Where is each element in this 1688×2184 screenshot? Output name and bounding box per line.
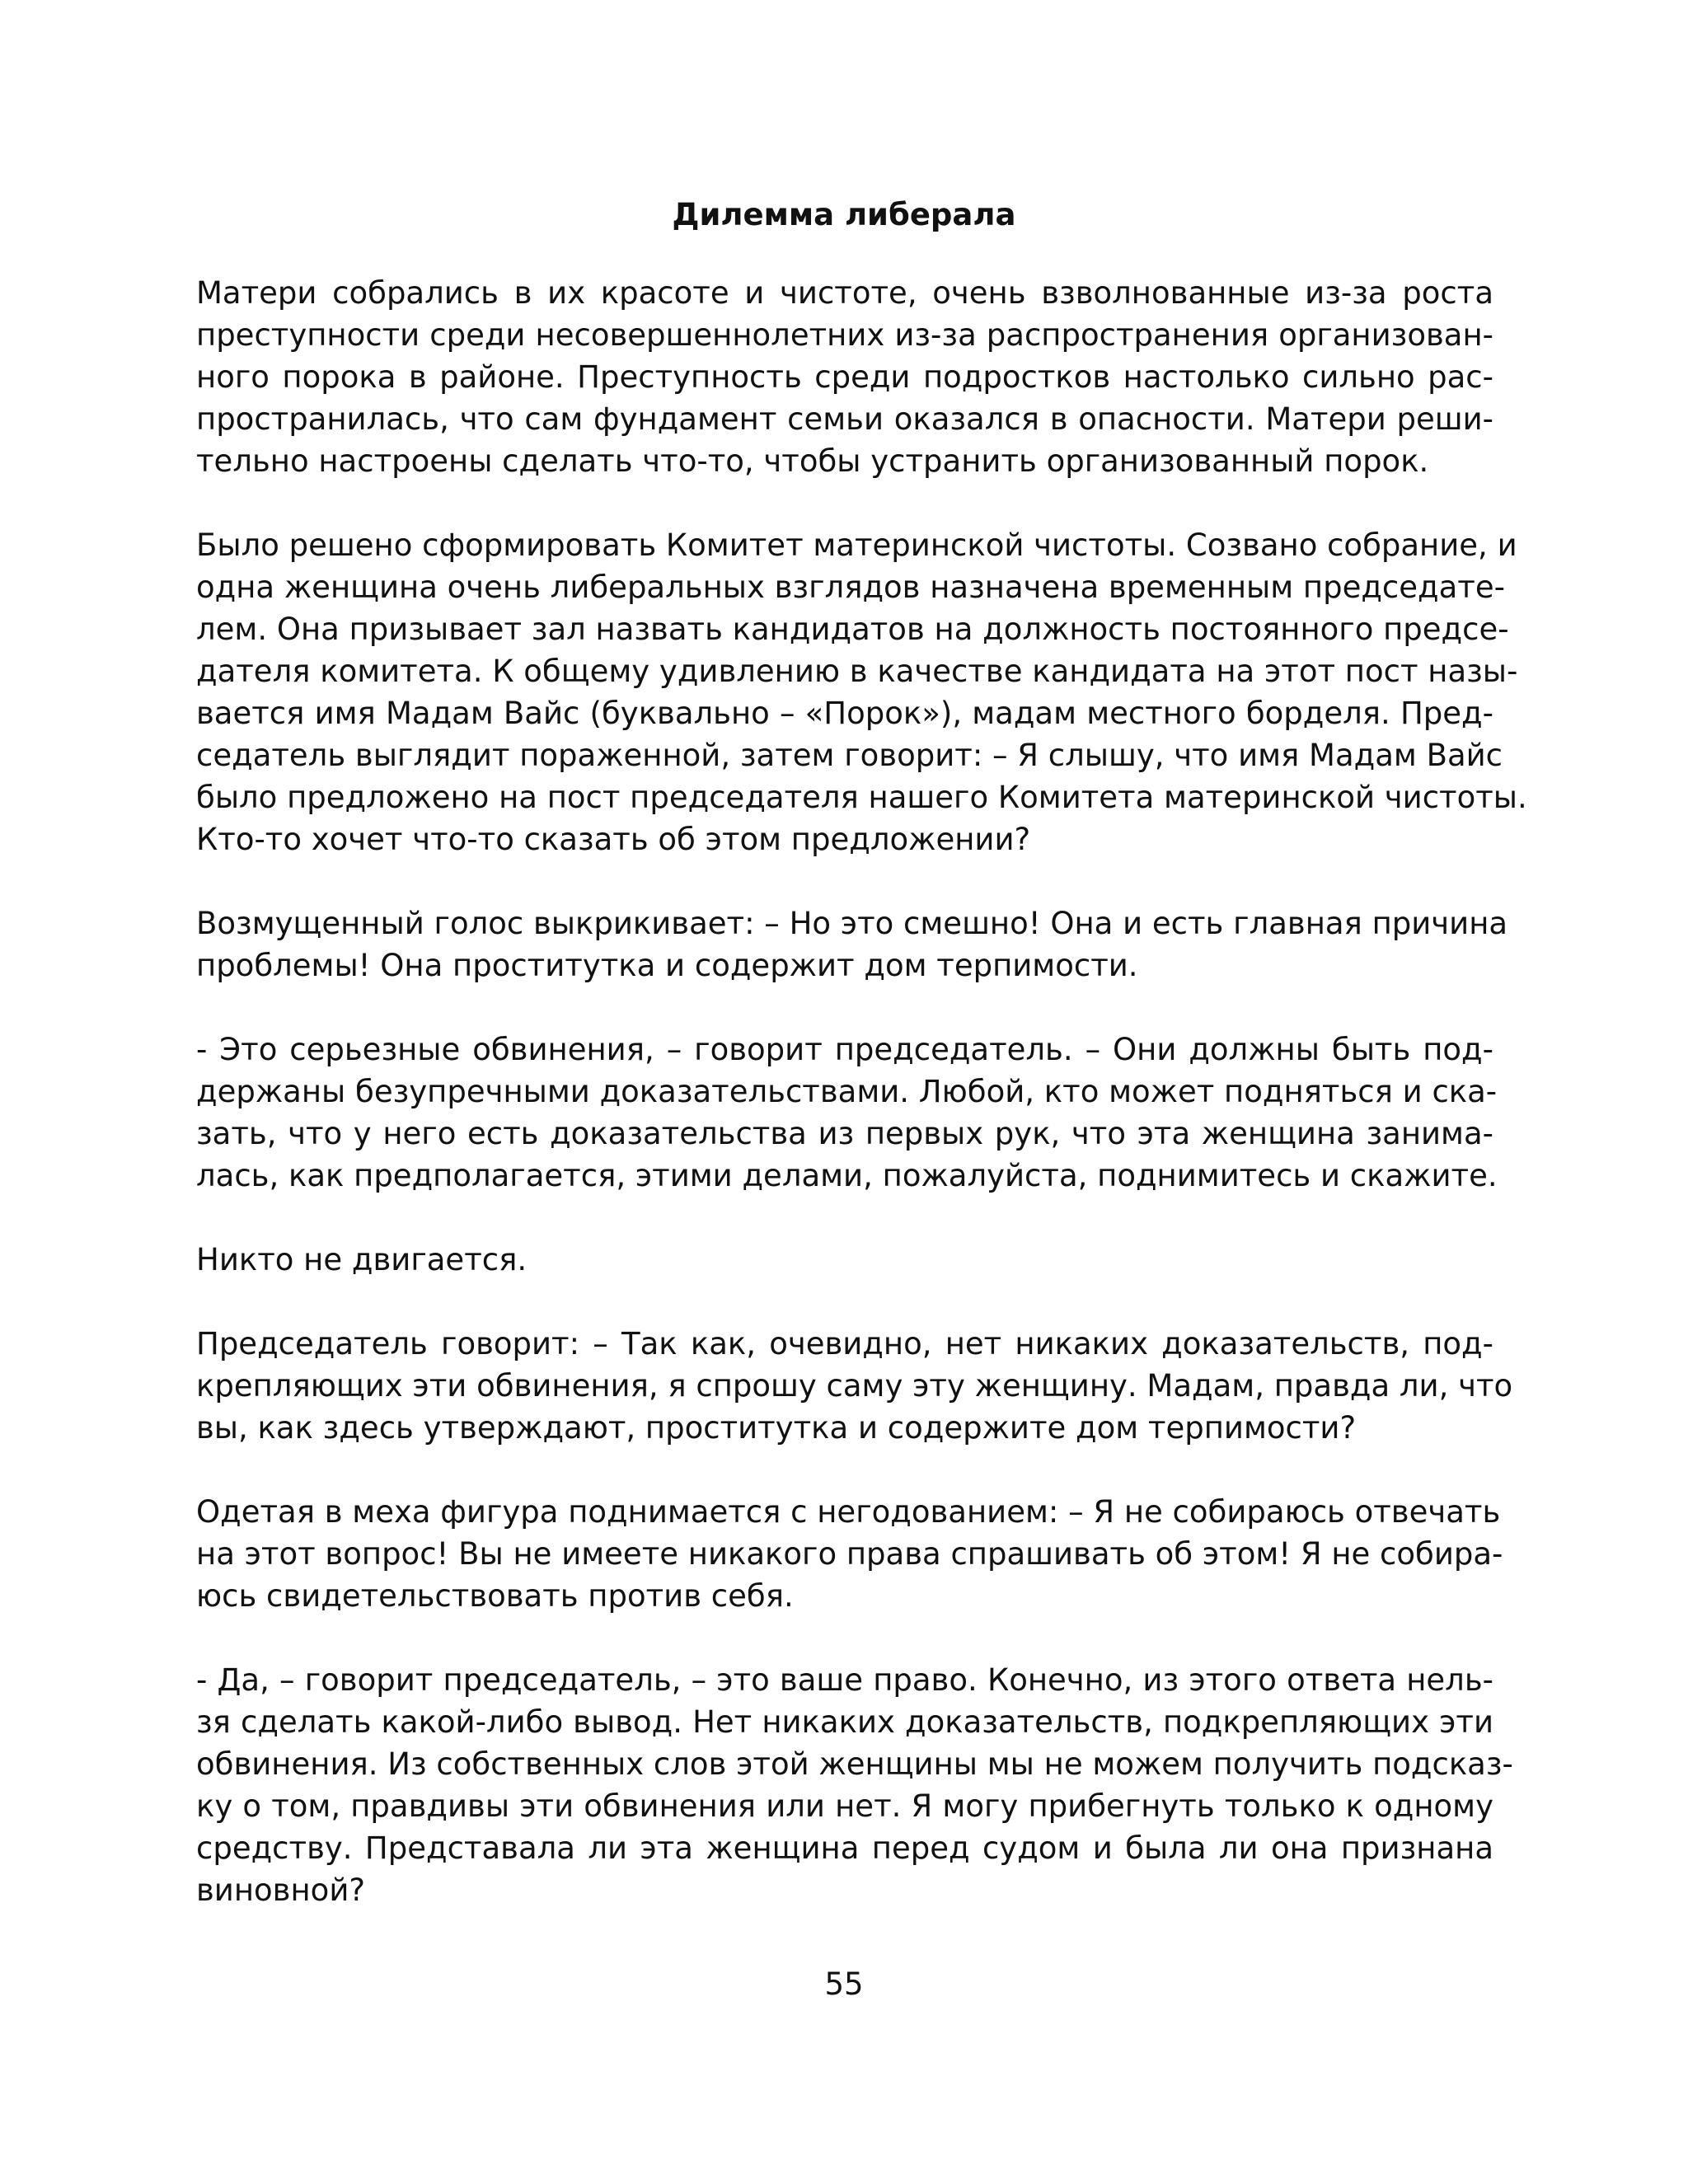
text-line: на этот вопрос! Вы не имеете никакого права спрашивать об этом! Я не собира- [196, 1536, 1503, 1572]
paragraph [196, 272, 1493, 482]
text-line: Возмущенный голос выкрикивает: – Но это смешно! Она и есть главная причина [196, 906, 1508, 941]
text-line: преступности среди несовершеннолетних из-за распространения организован- [196, 317, 1493, 353]
text-line: Было решено сформировать Комитет материнской чистоты. Созвано собрание, и [196, 527, 1517, 563]
text-line: лем. Она призывает зал назвать кандидатов на должность постоянного предсе- [196, 612, 1509, 647]
text-line: зя сделать какой-либо вывод. Нет никаких доказательств, подкрепляющих эти [196, 1704, 1493, 1740]
paragraph [196, 1491, 1503, 1617]
text-line: зать, что у него есть доказательства из первых рук, что эта женщина занима- [196, 1116, 1493, 1151]
text-line: Кто-то хочет что-то сказать об этом предложении? [196, 822, 1031, 857]
text-line: проблемы! Она проститутка и содержит дом терпимости. [196, 948, 1138, 983]
text-line: Никто не двигается. [196, 1242, 528, 1277]
text-line: держаны безупречными доказательствами. Любой, кто может подняться и ска- [196, 1074, 1498, 1109]
paragraph [196, 1239, 1493, 1281]
text-line: - Да, – говорит председатель, – это ваше право. Конечно, из этого ответа нель- [196, 1662, 1493, 1698]
body-text [196, 272, 1527, 1953]
text-line: ного порока в районе. Преступность среди подростков настолько сильно рас- [196, 359, 1493, 395]
text-line: было предложено на пост председателя нашего Комитета материнской чистоты. [196, 780, 1527, 815]
text-line: вы, как здесь утверждают, проститутка и содержите дом терпимости? [196, 1410, 1357, 1446]
text-line: пространилась, что сам фундамент семьи оказался в опасности. Матери реши- [196, 401, 1493, 437]
text-line: вается имя Мадам Вайс (буквально – «Порок»), мадам местного борделя. Пред- [196, 696, 1493, 731]
text-line: одна женщина очень либеральных взглядов назначена временным председате- [196, 569, 1505, 605]
text-line: крепляющих эти обвинения, я спрошу саму эту женщину. Мадам, правда ли, что [196, 1368, 1513, 1404]
paragraph [196, 1323, 1513, 1449]
text-line: лась, как предполагается, этими делами, пожалуйста, поднимитесь и скажите. [196, 1158, 1498, 1193]
page-number: 55 [824, 1966, 864, 2002]
text-line: дателя комитета. К общему удивлению в качестве кандидата на этот пост назы- [196, 654, 1518, 689]
text-line: Председатель говорит: – Так как, очевидно, нет никаких доказательств, под- [196, 1326, 1493, 1361]
text-line: Матери собрались в их красоте и чистоте, очень взволнованные из-за роста [196, 275, 1493, 311]
paragraph [196, 1029, 1498, 1197]
text-line: ку о том, правдивы эти обвинения или нет. Я могу прибегнуть только к одному [196, 1788, 1493, 1824]
text-line: - Это серьезные обвинения, – говорит председатель. – Они должны быть под- [196, 1032, 1493, 1067]
paragraph [196, 524, 1527, 860]
text-line: седатель выглядит пораженной, затем говорит: – Я слышу, что имя Мадам Вайс [196, 738, 1503, 773]
paragraph [196, 902, 1508, 987]
text-line: тельно настроены сделать что-то, чтобы устранить организованный порок. [196, 443, 1429, 479]
text-line: средству. Представала ли эта женщина перед судом и была ли она признана [196, 1830, 1493, 1866]
text-line: виновной? [196, 1872, 365, 1908]
chapter-title: Дилемма либерала [672, 197, 1016, 232]
text-line: обвинения. Из собственных слов этой женщины мы не можем получить подсказ- [196, 1746, 1513, 1782]
paragraph [196, 1659, 1513, 1911]
text-line: юсь свидетельствовать против себя. [196, 1578, 794, 1614]
text-line: Одетая в меха фигура поднимается с негодованием: – Я не собираюсь отвечать [196, 1494, 1501, 1530]
